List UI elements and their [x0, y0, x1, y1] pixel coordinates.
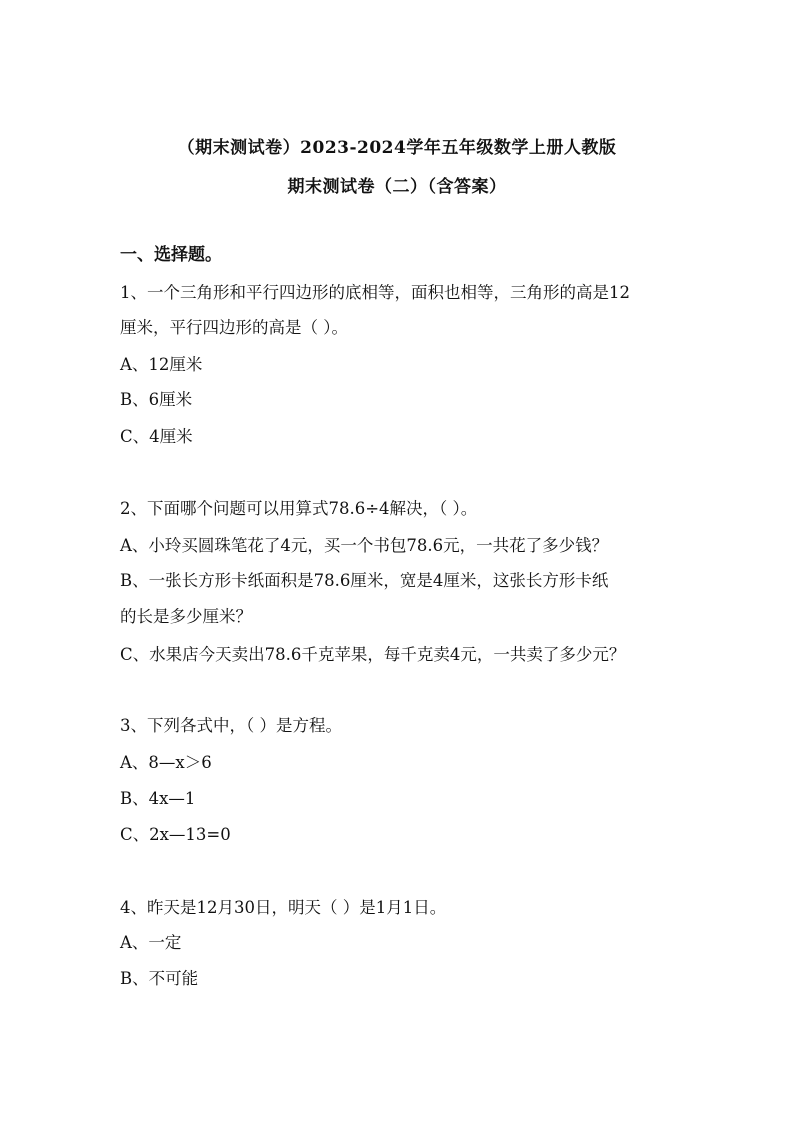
question-3-option-a: A、8—x＞6	[120, 753, 212, 772]
question-3-option-b: B、4x—1	[120, 789, 196, 808]
document-title: （期末测试卷）2023-2024学年五年级数学上册人教版	[177, 138, 617, 158]
question-2-option-b: B、一张长方形卡纸面积是78.6厘米，宽是4厘米，这张长方形卡纸	[120, 571, 609, 590]
question-2-option-c: C、水果店今天卖出78.6千克苹果，每千克卖4元，一共卖了多少元？	[120, 645, 626, 664]
question-2-option-b-cont: 的长是多少厘米？	[120, 607, 252, 626]
question-1-text-cont: 厘米，平行四边形的高是（ ）。	[120, 318, 348, 337]
question-1-option-a: A、12厘米	[120, 355, 203, 374]
question-1-option-c: C、4厘米	[120, 427, 193, 446]
question-4-text: 4、昨天是12月30日，明天（ ）是1月1日。	[120, 898, 447, 917]
question-3-text: 3、下列各式中，（ ）是方程。	[120, 716, 342, 735]
question-2-text: 2、下面哪个问题可以用算式78.6÷4解决，（ ）。	[120, 499, 478, 518]
question-4-option-a: A、一定	[120, 933, 182, 952]
question-2-option-a: A、小玲买圆珠笔花了4元，买一个书包78.6元，一共花了多少钱？	[120, 536, 609, 555]
question-1-text: 1、一个三角形和平行四边形的底相等，面积也相等，三角形的高是12	[120, 283, 630, 302]
question-4-option-b: B、不可能	[120, 969, 199, 988]
section-heading: 一、选择题。	[120, 245, 222, 265]
question-1-option-b: B、6厘米	[120, 390, 193, 409]
document-subtitle: 期末测试卷（二）（含答案）	[287, 177, 507, 197]
question-3-option-c: C、2x—13=0	[120, 825, 231, 844]
